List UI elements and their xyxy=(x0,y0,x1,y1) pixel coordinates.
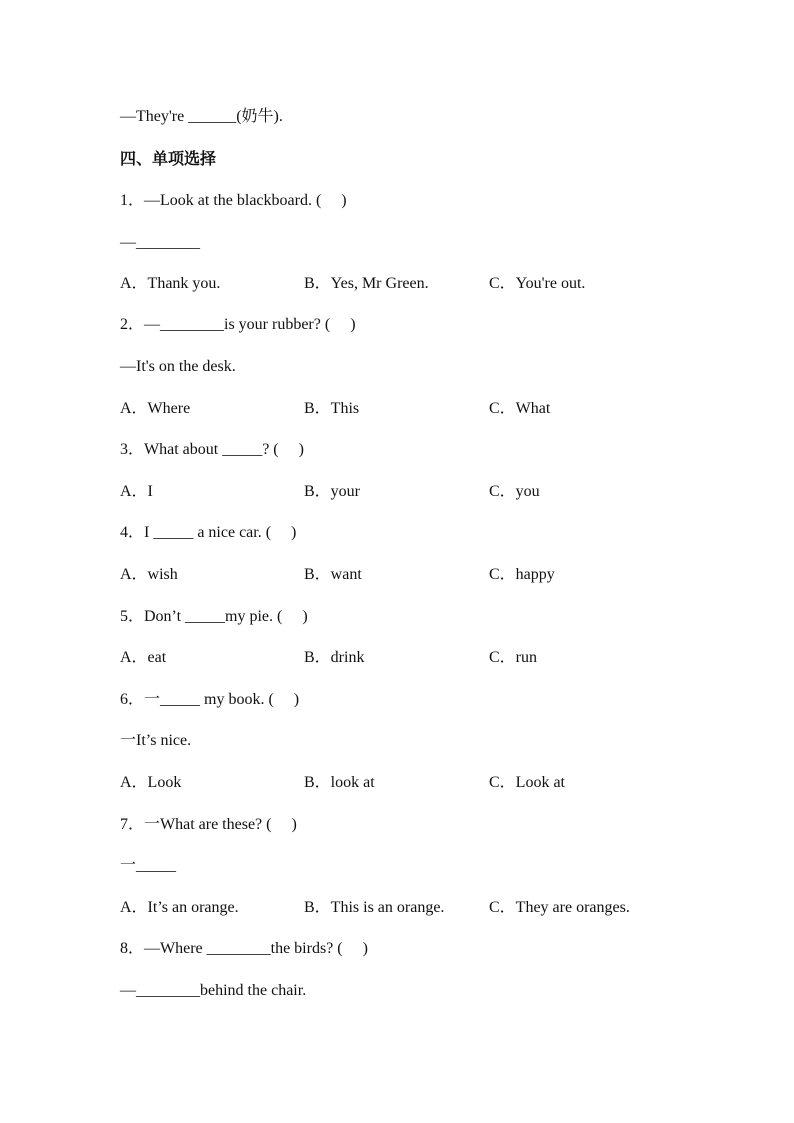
question-2-answer-line: —It's on the desk. xyxy=(120,358,236,375)
question-1: 1．—Look at the blackboard. ( ) xyxy=(120,192,347,209)
question-1-option-c: C．You're out. xyxy=(489,275,586,292)
question-5-option-a: A．eat xyxy=(120,649,167,666)
question-4-option-b: B．want xyxy=(304,566,362,583)
question-5-option-c: C．run xyxy=(489,649,538,666)
question-6-option-a: A．Look xyxy=(120,774,182,791)
question-7-option-b: B．This is an orange. xyxy=(304,899,445,916)
question-7-option-a: A．It’s an orange. xyxy=(120,899,239,916)
question-1-option-a: A．Thank you. xyxy=(120,275,221,292)
question-3: 3．What about _____? ( ) xyxy=(120,441,304,458)
question-7-answer-line: 一_____ xyxy=(120,857,177,874)
question-1-answer-line: —________ xyxy=(120,234,200,251)
question-7-option-c: C．They are oranges. xyxy=(489,899,630,916)
question-8: 8．—Where ________the birds? ( ) xyxy=(120,940,368,957)
question-5: 5．Don’t _____my pie. ( ) xyxy=(120,608,308,625)
section-heading: 四、单项选择 xyxy=(120,149,217,168)
previous-answer-line: —They're ______(奶牛). xyxy=(120,108,283,125)
question-2-option-a: A．Where xyxy=(120,400,191,417)
question-2-option-c: C．What xyxy=(489,400,551,417)
question-2: 2．—________is your rubber? ( ) xyxy=(120,316,356,333)
question-6: 6．一_____ my book. ( ) xyxy=(120,691,300,708)
question-6-option-c: C．Look at xyxy=(489,774,565,791)
question-3-option-b: B．your xyxy=(304,483,361,500)
question-7: 7．一What are these? ( ) xyxy=(120,816,297,833)
question-1-option-b: B．Yes, Mr Green. xyxy=(304,275,429,292)
question-5-option-b: B．drink xyxy=(304,649,365,666)
question-6-option-b: B．look at xyxy=(304,774,375,791)
question-4-option-c: C．happy xyxy=(489,566,555,583)
question-4: 4．I _____ a nice car. ( ) xyxy=(120,524,297,541)
question-8-answer-line: —________behind the chair. xyxy=(120,982,307,999)
question-6-answer-line: 一It’s nice. xyxy=(120,732,192,749)
question-4-option-a: A．wish xyxy=(120,566,178,583)
question-2-option-b: B．This xyxy=(304,400,360,417)
question-3-option-a: A．I xyxy=(120,483,153,500)
question-3-option-c: C．you xyxy=(489,483,540,500)
